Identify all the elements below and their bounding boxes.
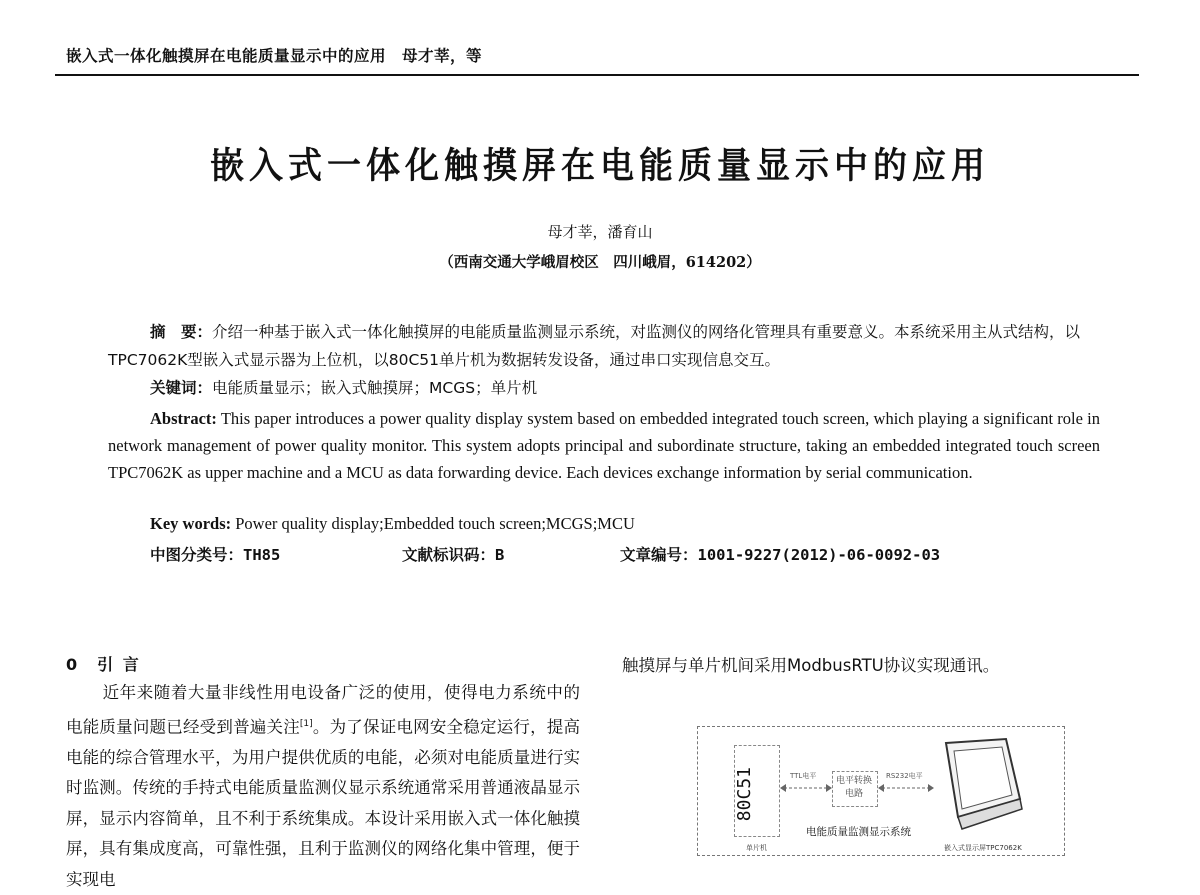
rs232-arrow-icon (878, 781, 934, 795)
touch-screen-icon (940, 737, 1026, 841)
header-rule (55, 74, 1139, 76)
mcu-sublabel: 单片机 (746, 844, 767, 852)
abstract-en-label: Abstract: (150, 409, 217, 428)
abstract-en (108, 405, 1100, 486)
keywords-en-label: Key words: (150, 514, 232, 533)
rs232-label: RS232电平 (886, 772, 923, 780)
running-head: 嵌入式一体化触摸屏在电能质量显示中的应用 母才莘，等 (66, 47, 483, 65)
abstract-cn (108, 318, 1104, 374)
keywords-en (150, 514, 635, 534)
section-heading-intro: 0 引 言 (66, 655, 141, 674)
intro-text-1: 近年来随着大量非线性用电设备广泛的使用，使得电力系统中的电能质量问题已经受到普遍关注 (66, 683, 580, 736)
mcu-label: 80C51 (734, 767, 755, 822)
level-converter-label: 电平转换电路 (835, 776, 872, 799)
intro-paragraph (66, 678, 580, 895)
affiliation: （西南交通大学峨眉校区 四川峨眉，614202） (439, 254, 761, 271)
system-diagram (697, 726, 1065, 856)
clc-number: 中图分类号：TH85 (150, 546, 281, 564)
paper-title: 嵌入式一体化触摸屏在电能质量显示中的应用 (210, 145, 990, 188)
system-label: 电能质量监测显示系统 (806, 826, 911, 838)
keywords-cn-text: 电能质量显示；嵌入式触摸屏；MCGS；单片机 (212, 379, 538, 397)
ttl-label: TTL电平 (790, 772, 817, 780)
document-code: 文献标识码：B (402, 546, 505, 564)
right-column-text: 触摸屏与单片机间采用ModbusRTU协议实现通讯。 (622, 656, 1000, 675)
keywords-cn (150, 374, 537, 402)
abstract-cn-label: 摘 要： (150, 323, 213, 341)
authors: 母才莘，潘育山 (547, 223, 653, 241)
abstract-en-text: This paper introduces a power quality display system based on embedded integrated touch screen, which playing a significant role in network management of power quality monitor. This system adopts principal and subordinate structure, taking an embedded integrated touch screen TPC7062K as upper machine and a MCU as data forwarding device. Each devices exchange information by serial communication. (108, 409, 1100, 482)
abstract-cn-text: 介绍一种基于嵌入式一体化触摸屏的电能质量监测显示系统，对监测仪的网络化管理具有重要意义。本系统采用主从式结构，以TPC7062K型嵌入式显示器为上位机，以80C51单片机为数据转发设备，通过串口实现信息交互。 (108, 323, 1081, 369)
keywords-en-text: Power quality display;Embedded touch screen;MCGS;MCU (231, 514, 635, 533)
intro-text-2: 。为了保证电网安全稳定运行，提高电能的综合管理水平，为用户提供优质的电能，必须对电能质量进行实时监测。传统的手持式电能质量监测仪显示系统通常采用普通液晶显示屏，显示内容简单，且不利于系统集成。本设计采用嵌入式一体化触摸屏，具有集成度高，可靠性强，且利于监测仪的网络化集中管理，便于实现电 (66, 717, 581, 889)
ttl-arrow-icon (780, 781, 832, 795)
citation: [1] (299, 718, 313, 729)
keywords-cn-label: 关键词： (150, 379, 213, 397)
article-number: 文章编号：1001-9227(2012)-06-0092-03 (620, 546, 941, 564)
screen-sublabel: 嵌入式显示屏TPC7062K (944, 844, 1022, 852)
